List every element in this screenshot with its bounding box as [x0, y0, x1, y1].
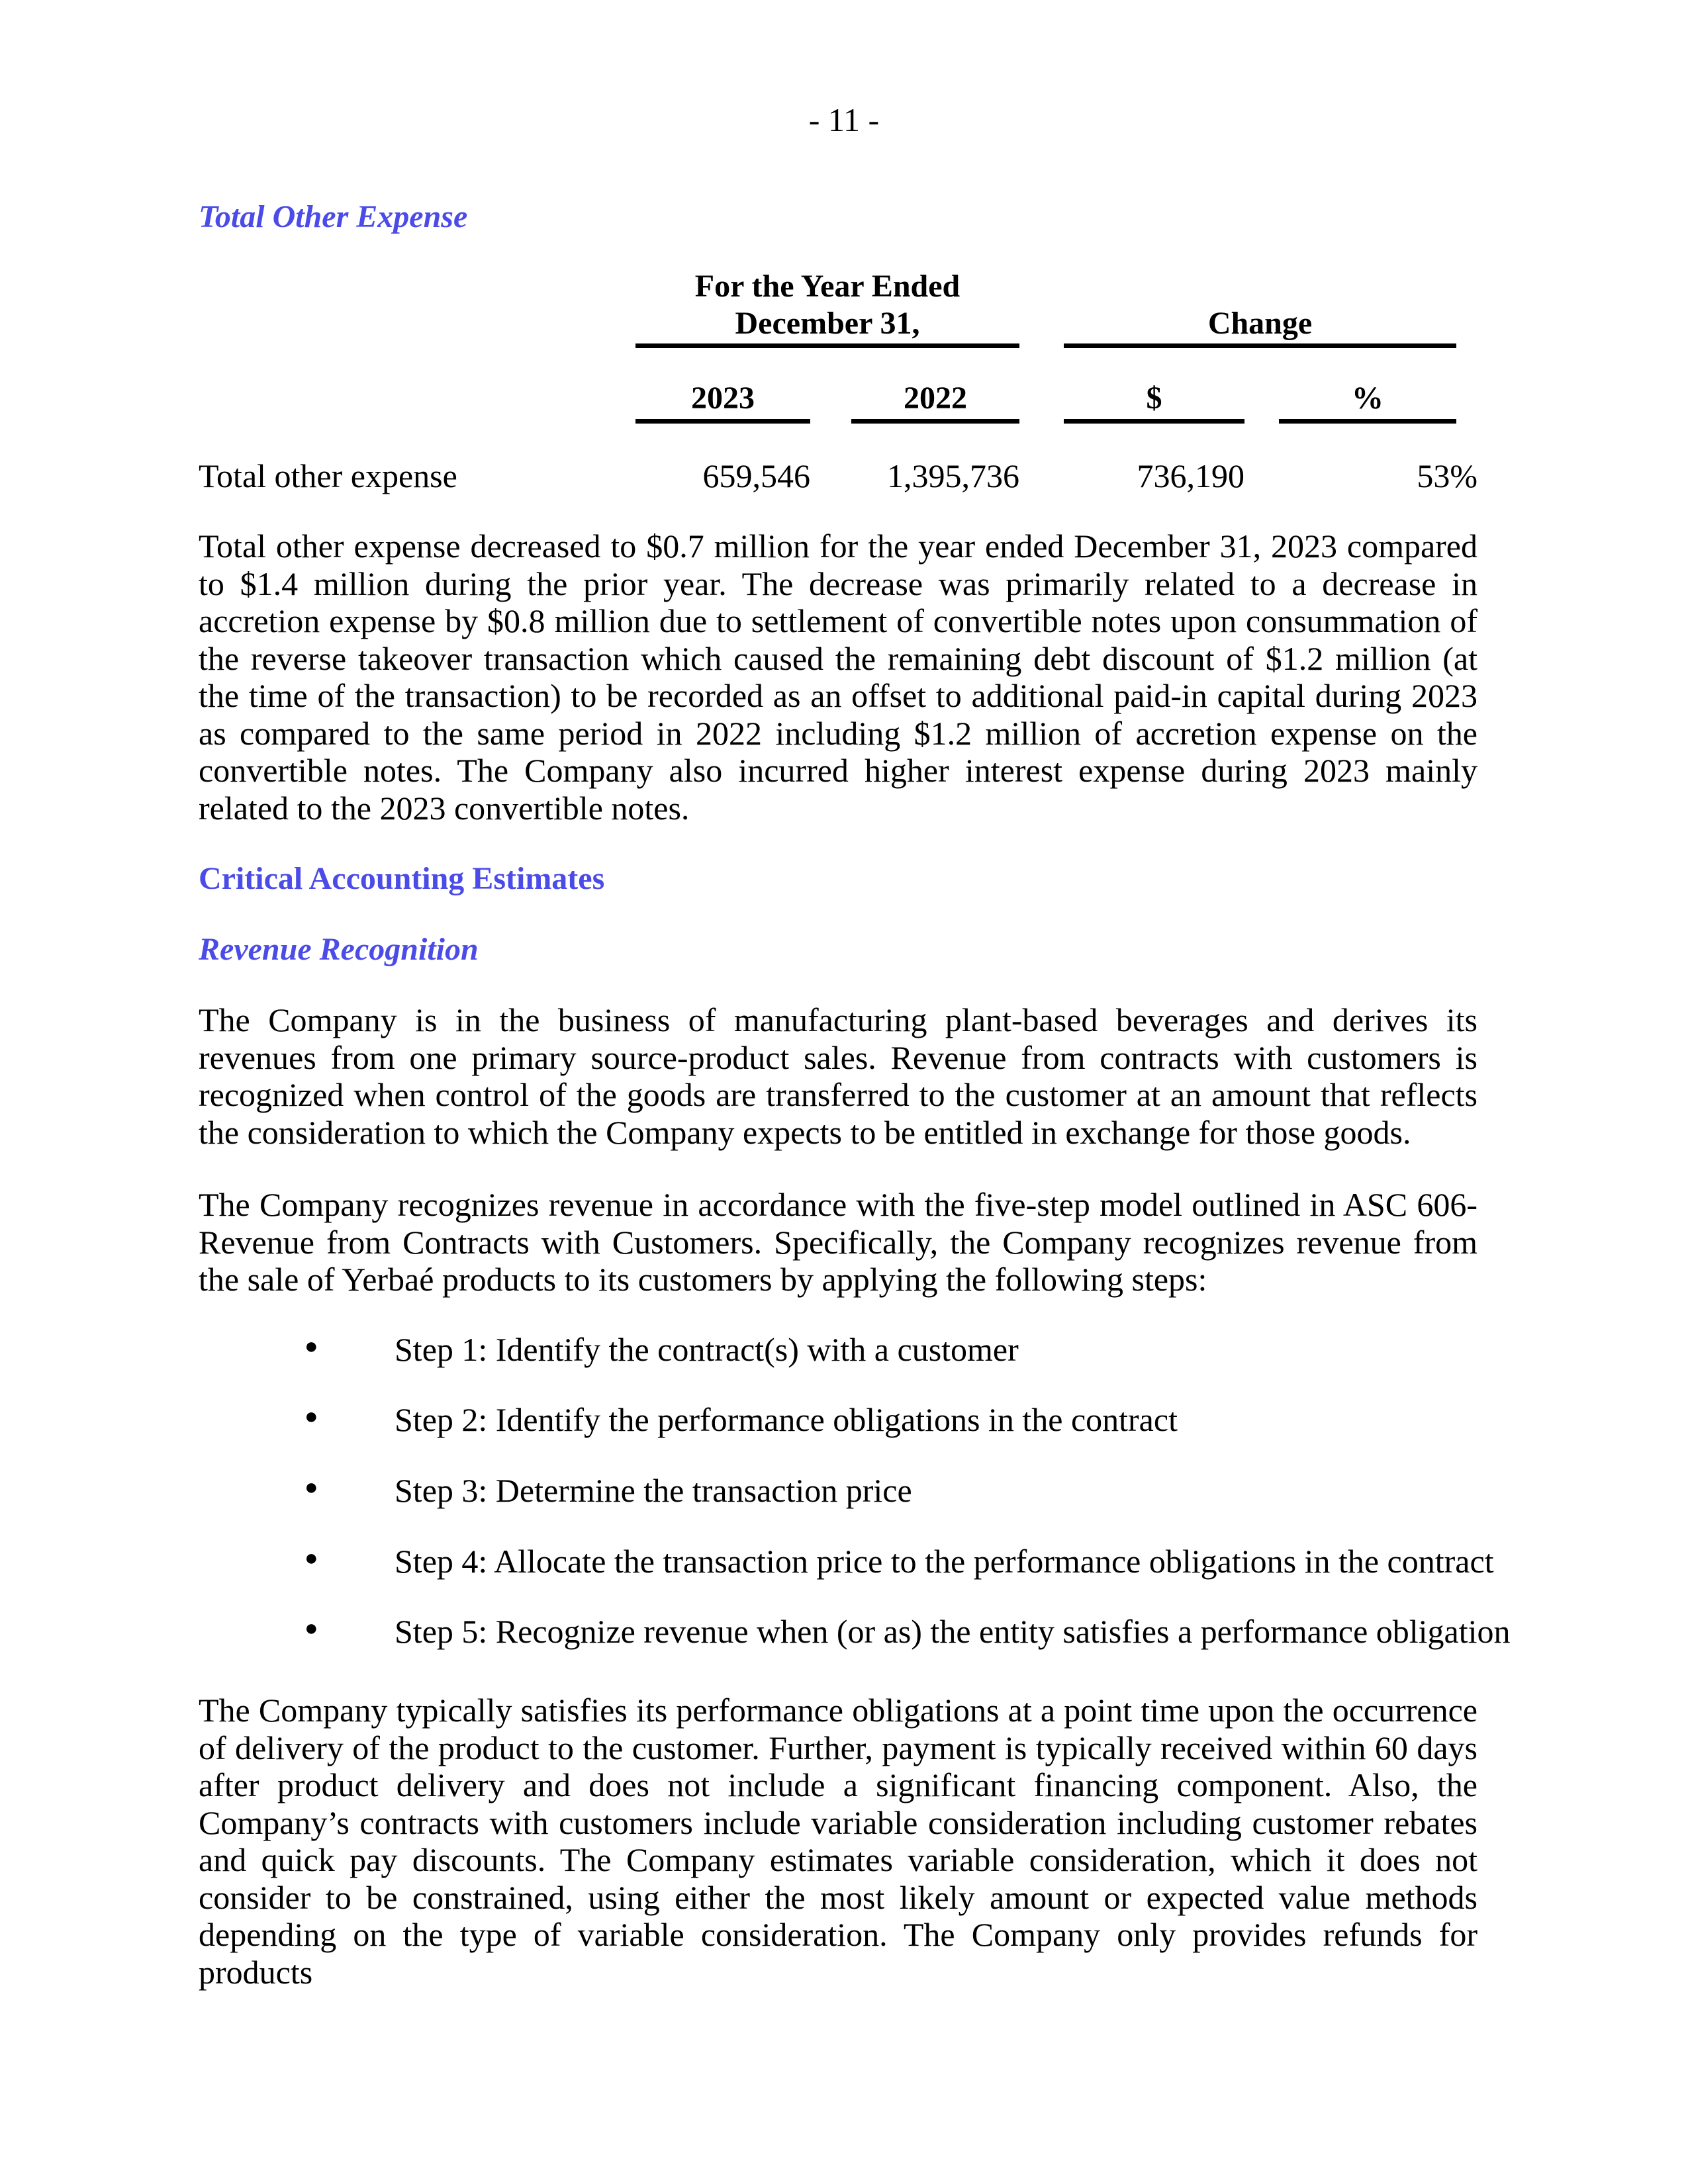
cell-2022: 1,395,736 [887, 457, 1019, 494]
cell-change-dollar: 736,190 [1137, 457, 1244, 494]
table-header-rule [1064, 343, 1456, 348]
table-header-period-line2: December 31, [735, 306, 920, 341]
column-header-change-dollar: $ [1146, 381, 1162, 416]
column-header-2023: 2023 [691, 381, 755, 416]
step-text: Step 4: Allocate the transaction price to the performance obligations in the contract [395, 1543, 1494, 1580]
step-text: Step 2: Identify the performance obligations in the contract [395, 1401, 1178, 1438]
column-header-rule [635, 419, 810, 424]
revenue-paragraph-1: The Company is in the business of manufacturing plant-based beverages and derives its revenues from one primary source-product sales. Revenue from contracts with customers is recognized when control of the goods are transferred to the customer at an amount that reflects the consideration to which the Company expects to be entitled in exchange for those goods. [199, 1001, 1477, 1151]
bullet-icon: ● [305, 1546, 318, 1570]
section-heading-critical-accounting-estimates: Critical Accounting Estimates [199, 861, 605, 896]
list-item [199, 1612, 1511, 1652]
total-other-expense-paragraph: Total other expense decreased to $0.7 million for the year ended December 31, 2023 compared to $1.4 million during the prior year. The decrease was primarily related to a decrease in accretion expense by $0.8 million due to settlement of convertible notes upon consummation of the reverse takeover transaction which caused the remaining debt discount of $1.2 million (at the time of the transaction) to be recorded as an offset to additional paid-in capital during 2023 as compared to the same period in 2022 including $1.2 million of accretion expense on the convertible notes. The Company also incurred higher interest expense during 2023 mainly related to the 2023 convertible notes. [199, 527, 1477, 827]
cell-change-percent: 53% [1417, 457, 1477, 494]
list-item [199, 1542, 1494, 1582]
step-text: Step 3: Determine the transaction price [395, 1472, 912, 1509]
revenue-paragraph-3: The Company typically satisfies its performance obligations at a point time upon the occurrence of delivery of the product to the customer. Further, payment is typically received within 60 days after product delivery and does not include a significant financing component. Also, the Company’s contracts with customers include variable consideration including customer rebates and quick pay discounts. The Company estimates variable consideration, which it does not consider to be constrained, using either the most likely amount or expected value methods depending on the type of variable consideration. The Company only provides refunds for products [199, 1692, 1477, 1991]
revenue-paragraph-2: The Company recognizes revenue in accordance with the five-step model outlined in ASC 606-Revenue from Contracts with Customers. Specifically, the Company recognizes revenue from the sale of Yerbaé products to its customers by applying the following steps: [199, 1186, 1477, 1298]
column-header-change-percent: % [1352, 381, 1383, 416]
table-header-period-line1: For the Year Ended [694, 269, 961, 304]
step-text: Step 5: Recognize revenue when (or as) the entity satisfies a performance obligation [395, 1613, 1511, 1650]
list-item [199, 1400, 1477, 1440]
section-heading-total-other-expense: Total Other Expense [199, 199, 468, 234]
cell-2023: 659,546 [702, 457, 810, 494]
subheading-revenue-recognition: Revenue Recognition [199, 932, 479, 967]
column-header-2022: 2022 [904, 381, 967, 416]
bullet-icon: ● [305, 1404, 318, 1429]
step-text: Step 1: Identify the contract(s) with a customer [395, 1331, 1019, 1368]
column-header-rule [851, 419, 1019, 424]
column-header-rule [1279, 419, 1456, 424]
table-header-change: Change [1207, 306, 1313, 341]
row-label: Total other expense [199, 457, 457, 494]
list-item [199, 1330, 1477, 1370]
bullet-icon: ● [305, 1616, 318, 1641]
bullet-icon: ● [305, 1475, 318, 1500]
page-number: - 11 - [808, 101, 880, 138]
list-item [199, 1471, 1477, 1511]
table-header-rule [635, 343, 1019, 348]
bullet-icon: ● [305, 1334, 318, 1359]
column-header-rule [1064, 419, 1244, 424]
